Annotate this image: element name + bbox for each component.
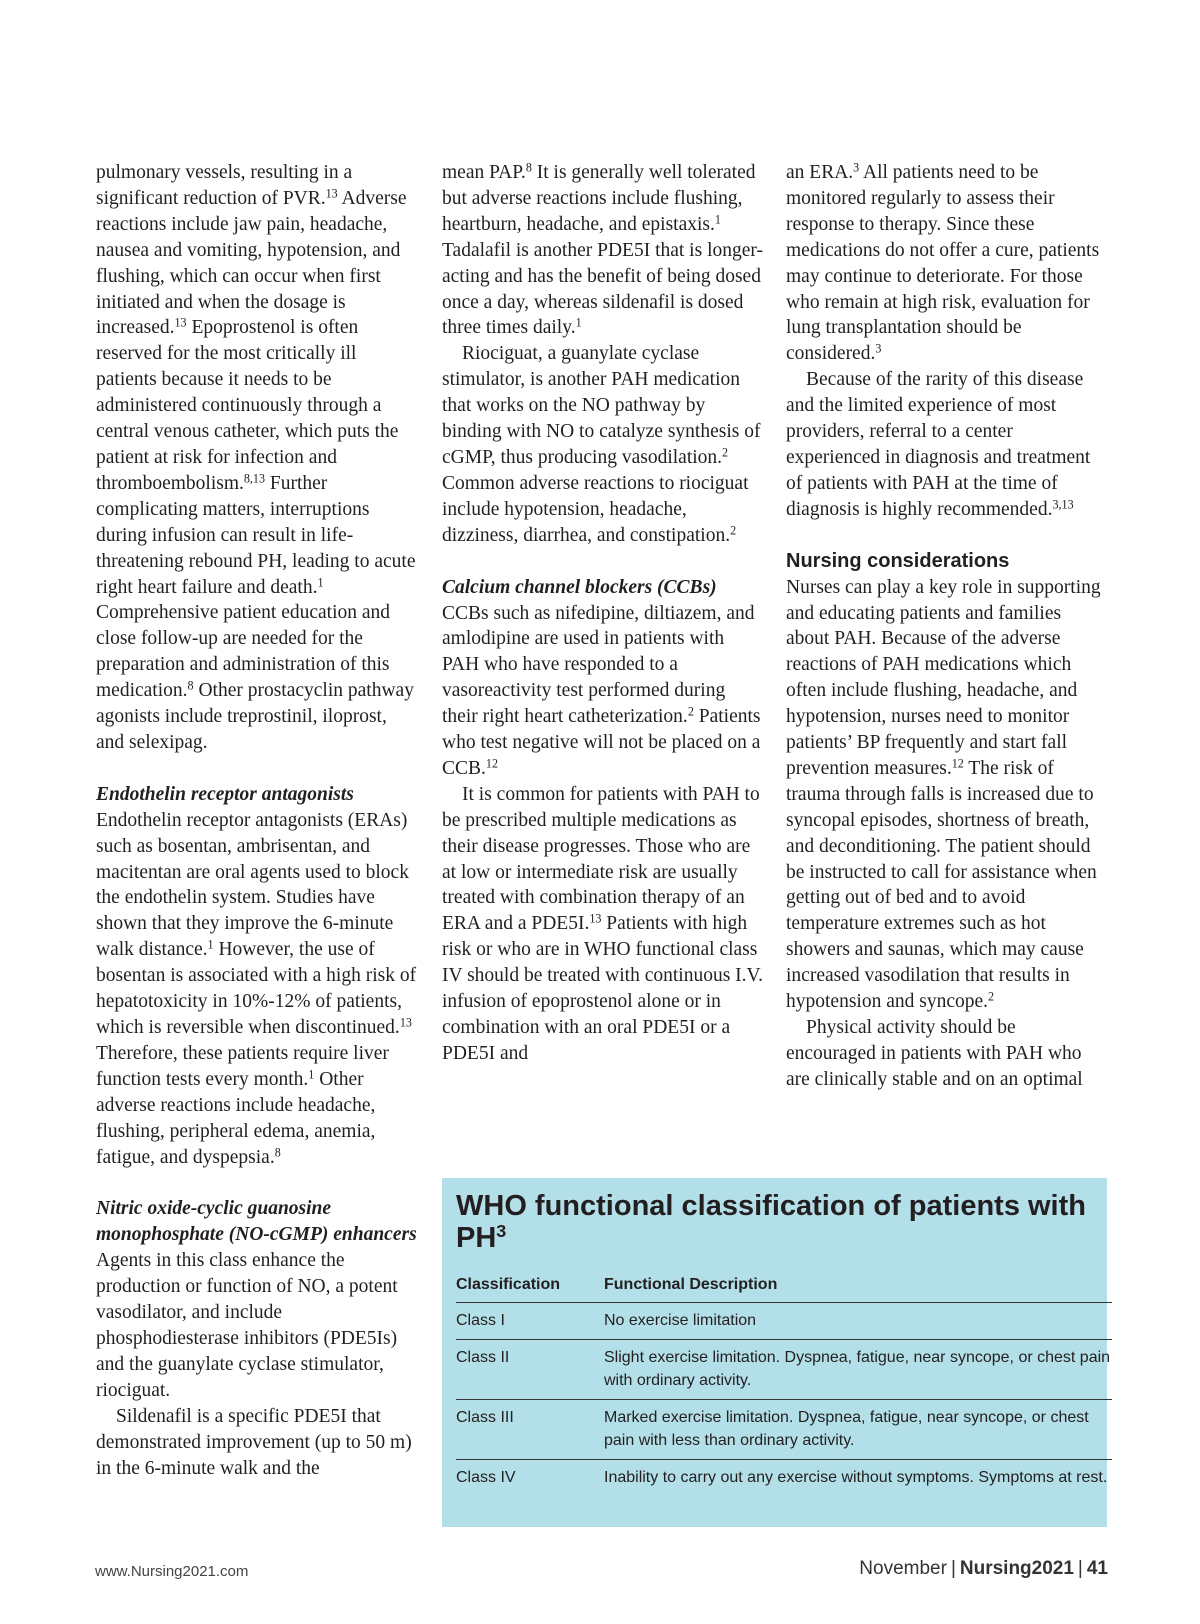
citation: 8 [525,160,532,175]
footer-url: www.Nursing2021.com [95,1563,249,1580]
paragraph: Endothelin receptor antagonists (ERAs) such as bosentan, ambrisentan, and macitentan are oral agents used to block the endothelin system. Studies have shown that they improve the 6-minute walk distance.$^1$ However, the use of bosentan is associated with a high risk of hepatotoxicity in 10%-12% of patients, which is reversible when discontinued.$^{13}$ Therefore, these patients require liver function tests every month.$^1$ Other adverse reactions include headache, flushing, peripheral edema, anemia, fatigue, and dyspepsia.$^8$ [96,809,417,1168]
footer-separator: | [950,1558,956,1579]
citation: 8 [187,678,194,693]
table-row [456,1303,1112,1340]
paragraph: Physical activity should be encouraged in patients with PAH who are clinically stable and on an optimal [786,1017,1083,1090]
paragraph: pulmonary vessels, resulting in a significant reduction of PVR.$^{13}$ Adverse reactions include jaw pain, headache, nausea and vomiting, hypotension, and flushing, which can occur when first initiated and when the dosage is increased.$^{13}$ Epoprostenol is often reserved for the most critically ill patients because it needs to be administered continuously through a central venous catheter, which puts the patient at risk for infection and thromboembolism.$^{8,13}$ Further complicating matters, interruptions during infusion can result in life-threatening rebound PH, leading to acute right heart failure and death.$^1$ Comprehensive patient education and close follow-up are needed for the preparation and administration of this medication.$^8$ Other prostacyclin pathway agonists include treprostinil, iloprost, and selexipag. [96,162,416,753]
classification-table [456,1276,1112,1496]
citation: 1 [308,1067,315,1082]
paragraph: Sildenafil is a specific PDE5I that demonstrated improvement (up to 50 m) in the 6-minute walk and the [96,1405,412,1479]
citation: 3 [853,160,860,175]
class-cell: Class II [456,1340,604,1400]
citation: 1 [207,937,214,952]
footer-month: November [859,1558,947,1579]
paragraph: Riociguat, a guanylate cyclase stimulator, is another PAH medication that works on the NO pathway by binding with NO to catalyze synthesis of cGMP, thus producing vasodilation.$^2$ Common adverse reactions to riociguat include hypotension, headache, dizziness, diarrhea, and constipation.$^2$ [442,343,761,546]
paragraph: mean PAP.$^8$ It is generally well tolerated but adverse reactions include flushing, heartburn, headache, and epistaxis.$^1$ Tadalafil is another PDE5I that is longer-acting and has the benefit of being dosed once a day, whereas sildenafil is dosed three times daily.$^1$ [442,160,763,339]
heading-nursing-considerations: Nursing considerations [786,549,1010,572]
table-row [456,1460,1112,1497]
paragraph: It is common for patients with PAH to be prescribed multiple medications as their disease progresses. Those who are at low or intermediate risk are usually treated with combination therapy of an ERA and a PDE5I.$^{13}$ Patients with high risk or who are in WHO functional class IV should be treated with continuous I.V. infusion of epoprostenol alone or in combination with an oral PDE5I or a PDE5I and [442,783,763,1064]
citation: 2 [730,523,737,538]
footer-separator: | [1077,1558,1083,1579]
table-row [456,1400,1112,1460]
citation: 13 [399,1015,412,1030]
citation: 1 [317,574,324,589]
page-number: 41 [1086,1558,1108,1579]
citation: 2 [988,989,995,1004]
who-classification-box [442,1178,1111,1527]
citation: 12 [951,756,964,771]
footer-folio [859,1558,1108,1580]
paragraph: CCBs such as nifedipine, diltiazem, and amlodipine are used in patients with PAH who have responded to a vasoreactivity test performed during their right heart catheterization.$^2$ Patients who test negative will not be placed on a CCB.$^{12}$ [442,602,761,779]
class-cell: Class IV [456,1469,516,1486]
citation: 8,13 [243,471,266,486]
description-cell: Inability to carry out any exercise without symptoms. Symptoms at rest. [604,1469,1108,1486]
citation: 13 [325,186,338,201]
citation: 2 [722,445,729,460]
description-cell: Marked exercise limitation. Dyspnea, fatigue, near syncope, or chest pain with less than ordinary activity. [604,1400,1112,1460]
citation: 2 [687,704,694,719]
column-3 [786,160,1108,1093]
citation: 3,13 [1052,497,1074,512]
subheading-era: Endothelin receptor antagonists [96,783,354,805]
paragraph: an ERA.$^3$ All patients need to be monitored regularly to assess their response to therapy. Since these medications do not offer a cure, patients may continue to deteriorate. For those who remain at high risk, evaluation for lung transplantation should be considered.$^3$ [786,160,1100,365]
citation: 13 [589,911,602,926]
citation: 1 [714,212,721,227]
citation: 3 [875,341,882,356]
paragraph: Nurses can play a key role in supporting and educating patients and families about PAH. Because of the adverse reactions of PAH medications which often include flushing, headache, and hypotension, nurses need to monitor patients’ BP frequently and start fall prevention measures.$^{12}$ The risk of trauma through falls is increased due to syncopal episodes, shortness of breath, and deconditioning. The patient should be instructed to call for assistance when getting out of bed and to avoid temperature extremes such as hot showers and saunas, which may cause increased vasodilation that results in hypotension and syncope.$^2$ [786,576,1101,1013]
table-header-row [456,1276,1112,1303]
citation: 3 [496,1221,507,1242]
footer-journal: Nursing2021 [959,1558,1074,1579]
class-cell: Class I [456,1303,604,1340]
description-cell: No exercise limitation [604,1303,1112,1340]
paragraph: Because of the rarity of this disease and the limited experience of most providers, referral to a center experienced in diagnosis and treatment of patients with PAH at the time of diagnosis is highly recommended.$^{3,13}$ [786,369,1091,520]
description-cell: Slight exercise limitation. Dyspnea, fatigue, near syncope, or chest pain with ordinary activity. [604,1340,1112,1400]
class-cell: Class III [456,1400,604,1460]
subheading-no-cgmp: Nitric oxide-cyclic guanosine monophosphate (NO-cGMP) enhancers [96,1198,417,1246]
citation: 1 [575,315,582,330]
column-header: Functional Description [604,1276,1112,1303]
citation: 12 [485,756,498,771]
paragraph: Agents in this class enhance the production or function of NO, a potent vasodilator, and include phosphodiesterase inhibitors (PDE5Is) and the guanylate cyclase stimulator, riociguat. [96,1250,398,1401]
citation: 8 [274,1144,281,1159]
box-title: WHO functional classification of patients with $PH^3$ [456,1190,1086,1254]
table-row [456,1340,1112,1400]
subheading-ccb: Calcium channel blockers (CCBs) [442,576,717,598]
column-header: Classification [456,1276,604,1303]
citation: 13 [174,315,187,330]
column-2 [442,160,764,1067]
column-1 [96,160,418,1481]
